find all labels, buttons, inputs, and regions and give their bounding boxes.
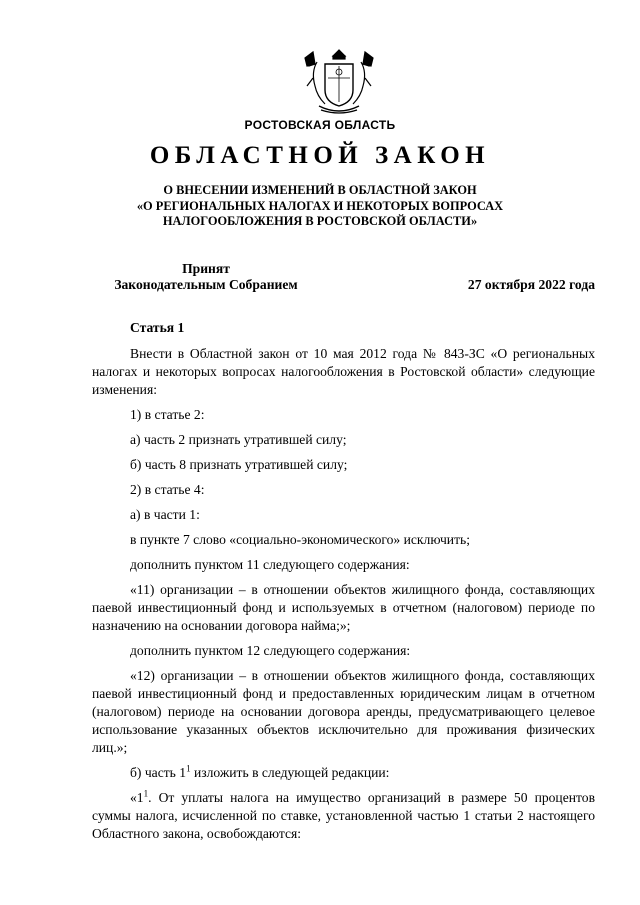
document-body [92,319,595,850]
adoption-date: 27 октября 2022 года [467,277,595,292]
paragraph: 1) в статье 2: [130,407,205,422]
superscript: 1 [143,788,149,799]
adoption-line-2: Законодательным Собранием [114,277,298,292]
paragraph: 2) в статье 4: [130,482,205,497]
law-subtitle [60,183,580,230]
subtitle-line: О ВНЕСЕНИИ ИЗМЕНЕНИЙ В ОБЛАСТНОЙ ЗАКОН [163,183,477,197]
paragraph: а) часть 2 признать утратившей силу; [130,432,347,447]
paragraph: в пункте 7 слово «социально-экономического» исключить; [130,532,470,547]
paragraph: «12) организации – в отношении объектов жилищного фонда, составляющих паевой инвестиционный фонд и предоставленных юридическим лицам в отчетном (налоговом) периоде на основании договора аренды, предусматривающего целевое использование указанных объектов исключительно для проживания физических лиц.»; [92,668,595,755]
paragraph: «11) организации – в отношении объектов жилищного фонда, составляющих паевой инвестиционный фонд и используемых в отчетном (налоговом) периоде по назначению на основании договора найма;»; [92,582,595,633]
text-fragment: изложить в следующей редакции: [190,765,390,780]
paragraph: дополнить пунктом 12 следующего содержания: [130,643,411,658]
subtitle-line: «О РЕГИОНАЛЬНЫХ НАЛОГАХ И НЕКОТОРЫХ ВОПРОСАХ [136,198,504,213]
superscript: 1 [186,763,191,774]
paragraph: а) в части 1: [130,507,200,522]
subtitle-line: НАЛОГООБЛОЖЕНИЯ В РОСТОВСКОЙ ОБЛАСТИ» [162,214,478,228]
text-fragment: . От уплаты налога на имущество организаций в размере 50 процентов суммы налога, исчисленной по ставке, установленной частью 1 статьи 2 настоящего Областного закона, освобождаются: [92,790,595,841]
text-fragment: «1 [130,790,144,805]
article-heading: Статья 1 [130,320,185,335]
adoption-line-1: Принят [182,261,230,276]
region-name: РОСТОВСКАЯ ОБЛАСТЬ [244,118,396,132]
paragraph: Внести в Областной закон от 10 мая 2012 года № 843-ЗС «О региональных налогах и некоторых вопросах налогообложения в Ростовской области» следующие изменения: [92,346,595,397]
law-title: ОБЛАСТНОЙ ЗАКОН [149,142,491,169]
paragraph: дополнить пунктом 11 следующего содержания: [130,557,410,572]
text-fragment: б) часть 1 [130,765,187,780]
paragraph [92,764,595,782]
paragraph: б) часть 8 признать утратившей силу; [130,457,348,472]
adoption-block [91,261,321,293]
coat-of-arms-emblem [295,48,383,114]
paragraph [92,789,595,843]
